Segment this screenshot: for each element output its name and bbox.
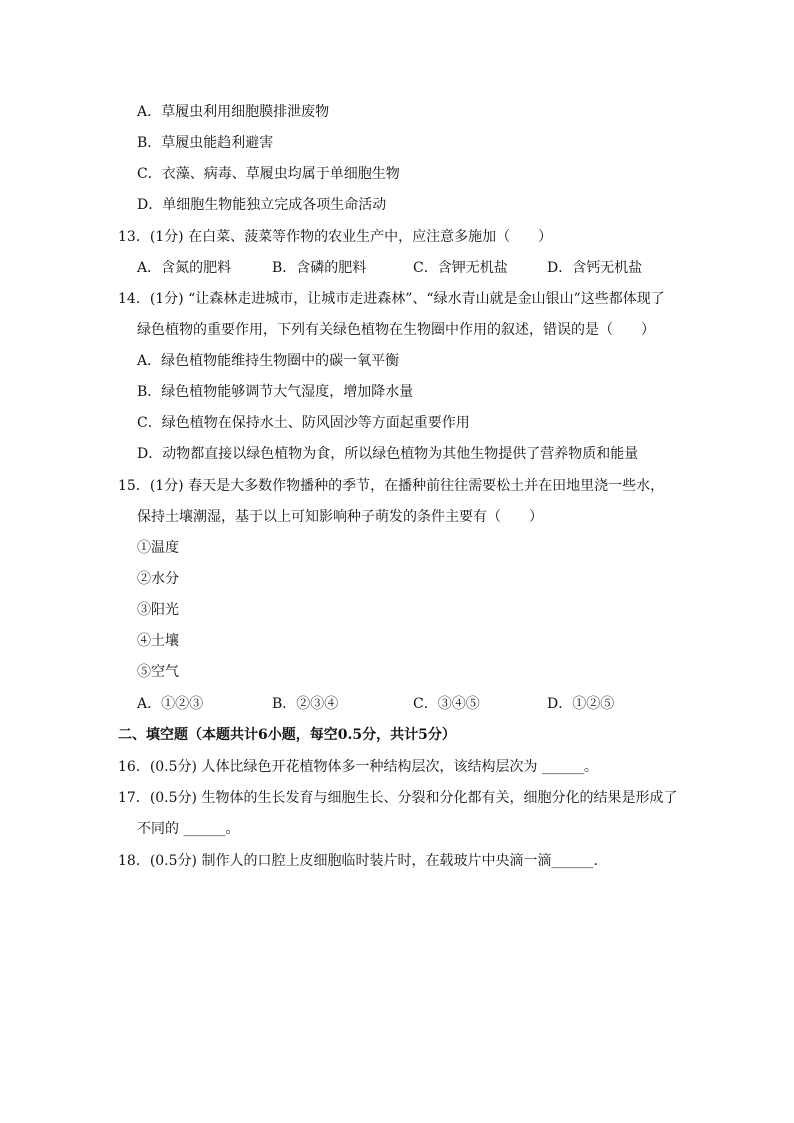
- q15-item-5: ⑤空气: [137, 664, 179, 680]
- q15-stem-line1: 15．(1分) 春天是大多数作物播种的季节，在播种前往往需要松土并在田地里浇一些水，: [118, 478, 665, 494]
- q13-stem: 13．(1分) 在白菜、菠菜等作物的农业生产中，应注意多施加（ ）: [118, 229, 553, 245]
- q13-option-c: C．含钾无机盐: [413, 260, 508, 276]
- q14-option-a: A．绿色植物能维持生物圈中的碳一氧平衡: [137, 353, 400, 369]
- q15-item-1: ①温度: [137, 540, 179, 556]
- q13-option-d: D．含钙无机盐: [547, 260, 643, 276]
- q14-option-d: D．动物都直接以绿色植物为食，所以绿色植物为其他生物提供了营养物质和能量: [137, 446, 639, 462]
- q12-option-b: B．草履虫能趋利避害: [137, 135, 274, 151]
- section-title-fill-in: 二、填空题（本题共计6小题，每空0.5分，共计5分）: [118, 727, 456, 743]
- q15-option-b: B．②③④: [272, 696, 339, 712]
- q15-option-c: C．③④⑤: [413, 696, 480, 712]
- q15-item-3: ③阳光: [137, 602, 179, 618]
- q12-option-d: D．单细胞生物能独立完成各项生命活动: [137, 197, 387, 213]
- q14-stem-line2: 绿色植物的重要作用，下列有关绿色植物在生物圈中作用的叙述，错误的是（ ）: [137, 322, 655, 338]
- q17-line1: 17．(0.5分) 生物体的生长发育与细胞生长、分裂和分化都有关，细胞分化的结果是形成了: [118, 790, 678, 806]
- q15-stem-line2: 保持土壤潮湿，基于以上可知影响种子萌发的条件主要有（ ）: [137, 509, 543, 525]
- q15-option-d: D．①②⑤: [547, 696, 615, 712]
- q15-option-a: A．①②③: [137, 696, 204, 712]
- q12-option-c: C．衣藻、病毒、草履虫均属于单细胞生物: [137, 166, 400, 182]
- q15-item-2: ②水分: [137, 571, 179, 587]
- q12-option-a: A．草履虫利用细胞膜排泄废物: [137, 104, 330, 120]
- q13-option-b: B．含磷的肥料: [272, 260, 367, 276]
- q14-stem-line1: 14．(1分) “让森林走进城市，让城市走进森林”、“绿水青山就是金山银山”这些都体现了: [118, 291, 665, 307]
- q13-option-a: A．含氮的肥料: [137, 260, 232, 276]
- q18-text: 18．(0.5分) 制作人的口腔上皮细胞临时装片时，在载玻片中央滴一滴______.: [118, 853, 598, 869]
- q17-line2: 不同的 ______。: [137, 821, 240, 837]
- q14-option-b: B．绿色植物能够调节大气湿度，增加降水量: [137, 384, 414, 400]
- q15-item-4: ④土壤: [137, 633, 179, 649]
- q16-text: 16．(0.5分) 人体比绿色开花植物体多一种结构层次，该结构层次为 ______。: [118, 759, 598, 775]
- q14-option-c: C．绿色植物在保持水土、防风固沙等方面起重要作用: [137, 415, 470, 431]
